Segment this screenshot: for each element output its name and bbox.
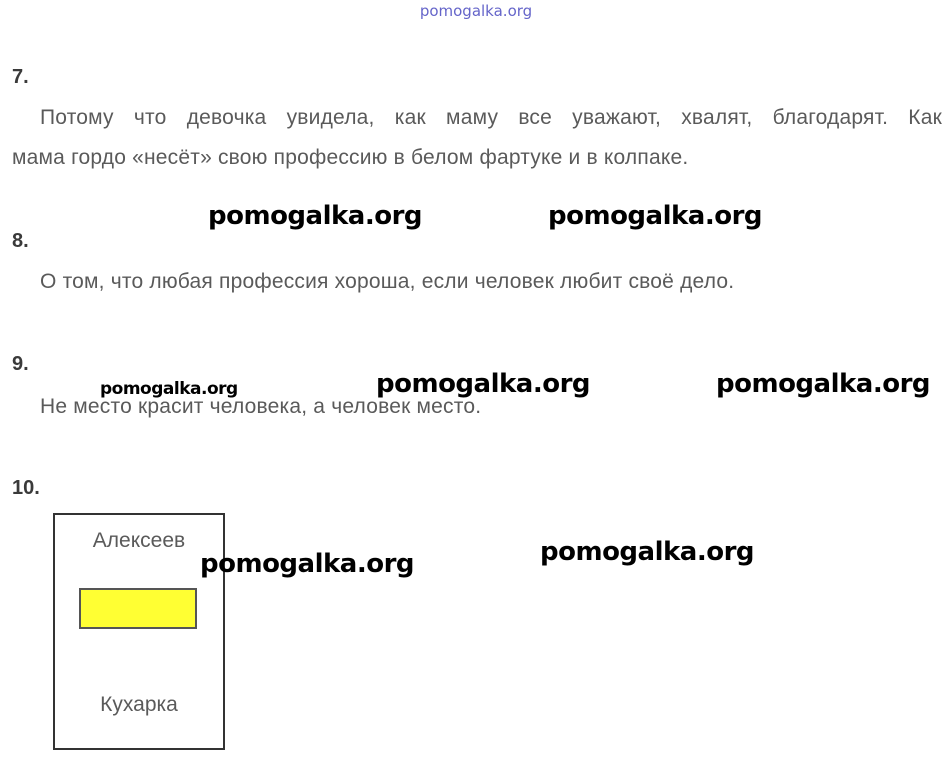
question-number-8: 8. bbox=[12, 230, 29, 252]
question-number-7: 7. bbox=[12, 66, 29, 88]
answer-7-line-2: мама гордо «несёт» свою профессию в белом фартуке и в колпаке. bbox=[12, 146, 689, 169]
answer-9: Не место красит человека, а человек место. bbox=[40, 395, 482, 418]
watermark: pomogalka.org bbox=[100, 379, 238, 399]
answer-7-line-1: Потому что девочка увидела, как маму все уважают, хвалят, благодарят. Как bbox=[40, 106, 942, 129]
watermark: pomogalka.org bbox=[548, 201, 763, 231]
watermark: pomogalka.org bbox=[208, 201, 423, 231]
answer-8: О том, что любая профессия хороша, если человек любит своё дело. bbox=[40, 270, 735, 293]
card-character-name: Алексеев bbox=[92, 529, 186, 552]
watermark: pomogalka.org bbox=[716, 369, 931, 399]
watermark: pomogalka.org bbox=[200, 549, 415, 579]
question-number-10: 10. bbox=[12, 477, 40, 499]
question-number-9: 9. bbox=[12, 353, 29, 375]
answer-7 bbox=[12, 98, 942, 178]
site-watermark-top: pomogalka.org bbox=[419, 2, 533, 20]
watermark: pomogalka.org bbox=[376, 369, 591, 399]
card-character-role: Кухарка bbox=[100, 693, 178, 716]
card-yellow-bar bbox=[79, 588, 197, 629]
watermark: pomogalka.org bbox=[540, 537, 755, 567]
